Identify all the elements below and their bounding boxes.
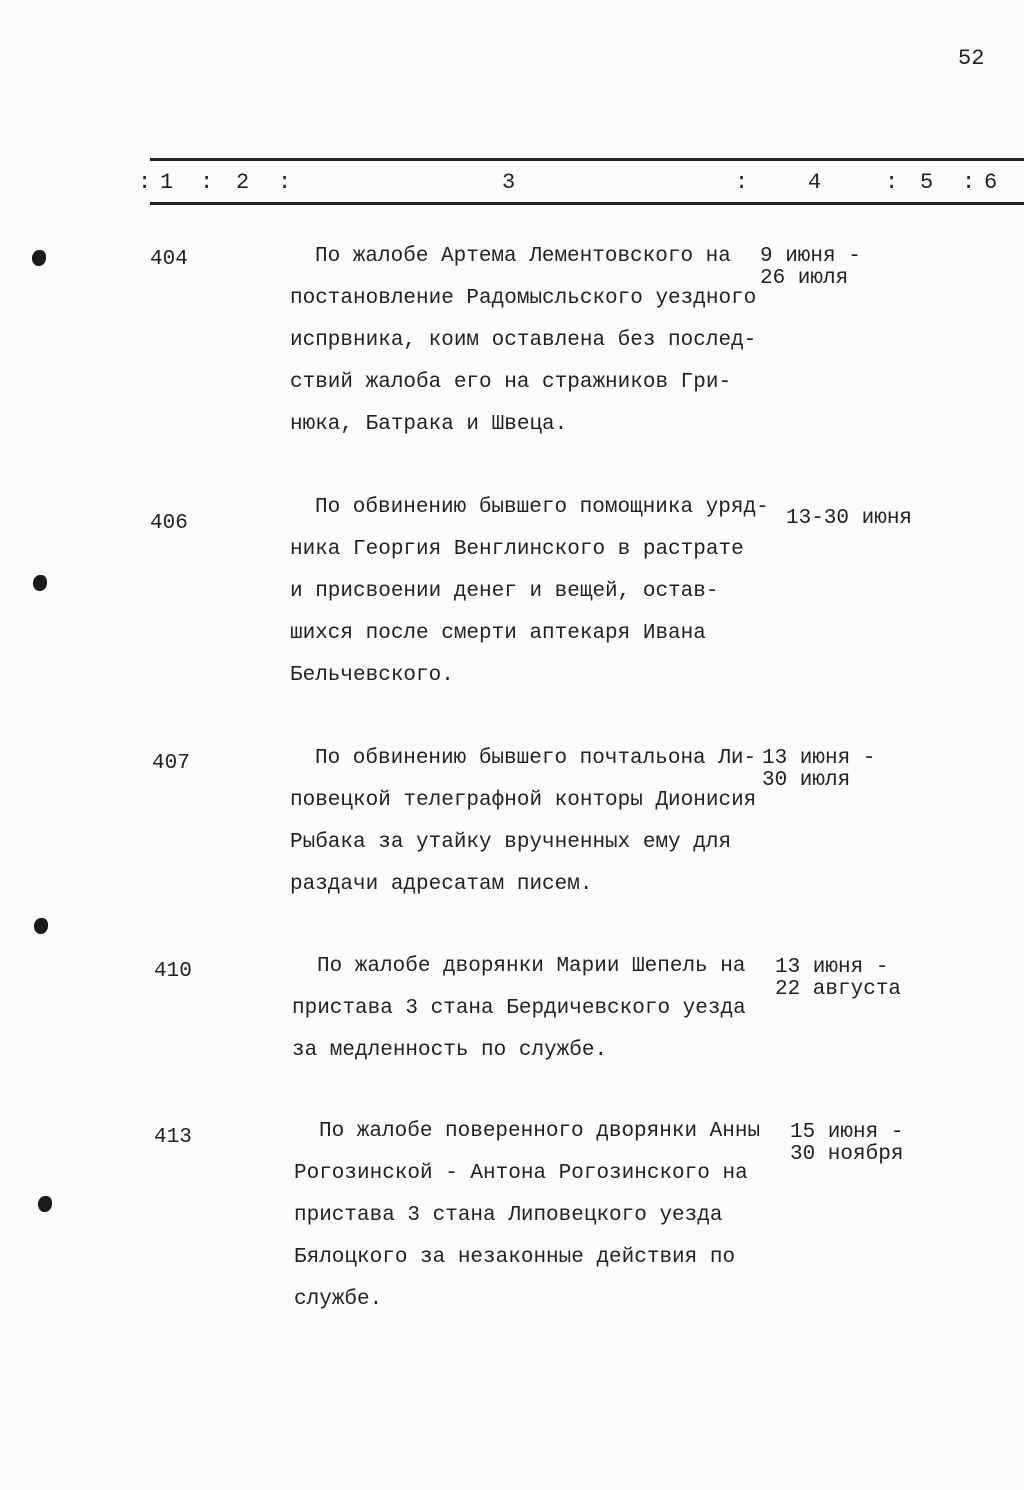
description-line: за медленность по службе.	[292, 1039, 608, 1062]
description-line: службе.	[294, 1288, 383, 1311]
binding-hole-mark	[32, 250, 46, 266]
case-date-start: 15 июня -	[790, 1121, 904, 1144]
header-separator: :	[138, 170, 152, 195]
table-header-bottom-rule	[150, 202, 1024, 205]
case-number: 406	[150, 512, 188, 535]
description-line: нюка, Батрака и Швеца.	[290, 413, 568, 436]
description-line: шихся после смерти аптекаря Ивана	[290, 622, 706, 645]
case-description	[290, 738, 760, 906]
header-col-1: 1	[160, 170, 174, 195]
description-line: и присвоении денег и вещей, остав-	[290, 580, 719, 603]
case-number: 404	[150, 248, 188, 271]
description-line: раздачи адресатам писем.	[290, 873, 593, 896]
case-date-start: 13 июня -	[775, 956, 889, 979]
description-line: Бельчевского.	[290, 664, 454, 687]
description-line: По обвинению бывшего почтальона Ли-	[315, 747, 757, 770]
description-line: Рыбака за утайку вручненных ему для	[290, 831, 732, 854]
header-separator: :	[735, 170, 749, 195]
header-col-3: 3	[502, 170, 516, 195]
header-separator: :	[962, 170, 976, 195]
binding-hole-mark	[34, 918, 48, 934]
description-line: Рогозинской - Антона Рогозинского на	[294, 1162, 748, 1185]
header-col-2: 2	[236, 170, 250, 195]
description-line: По жалобе дворянки Марии Шепель на	[317, 955, 746, 978]
case-number: 413	[154, 1126, 192, 1149]
header-separator: :	[278, 170, 292, 195]
binding-hole-mark	[38, 1196, 52, 1212]
case-date-start: 9 июня -	[760, 245, 861, 268]
case-description	[290, 236, 760, 446]
description-line: ствий жалоба его на стражников Гри-	[290, 371, 732, 394]
description-line: постановление Радомысльского уездного	[290, 287, 757, 310]
case-date-end: 30 ноября	[790, 1143, 904, 1166]
case-number: 410	[154, 960, 192, 983]
case-date-end: 30 июля	[762, 769, 851, 792]
page-number: 52	[958, 46, 985, 71]
description-line: пристава 3 стана Липовецкого уезда	[294, 1204, 723, 1227]
header-col-6: 6	[984, 170, 998, 195]
description-line: испрвника, коим оставлена без послед-	[290, 329, 757, 352]
case-date-start: 13 июня -	[762, 747, 876, 770]
header-separator: :	[885, 170, 899, 195]
case-date-end: 22 августа	[775, 978, 902, 1001]
description-line: повецкой телеграфной конторы Дионисия	[290, 789, 757, 812]
case-date-start: 13-30 июня	[786, 507, 913, 530]
table-header-top-rule	[150, 158, 1024, 161]
case-description	[294, 1111, 764, 1321]
header-col-4: 4	[808, 170, 822, 195]
case-date-end: 26 июля	[760, 267, 849, 290]
description-line: По жалобе Артема Лементовского на	[315, 245, 731, 268]
case-number: 407	[152, 752, 190, 775]
description-line: пристава 3 стана Бердичевского уезда	[292, 997, 746, 1020]
header-col-5: 5	[920, 170, 934, 195]
case-description	[292, 946, 762, 1072]
description-line: По обвинению бывшего помощника уряд-	[315, 496, 769, 519]
description-line: По жалобе поверенного дворянки Анны	[319, 1120, 761, 1143]
case-description	[290, 487, 769, 697]
header-separator: :	[200, 170, 214, 195]
description-line: Бялоцкого за незаконные действия по	[294, 1246, 736, 1269]
description-line: ника Георгия Венглинского в растрате	[290, 538, 744, 561]
binding-hole-mark	[33, 575, 47, 591]
